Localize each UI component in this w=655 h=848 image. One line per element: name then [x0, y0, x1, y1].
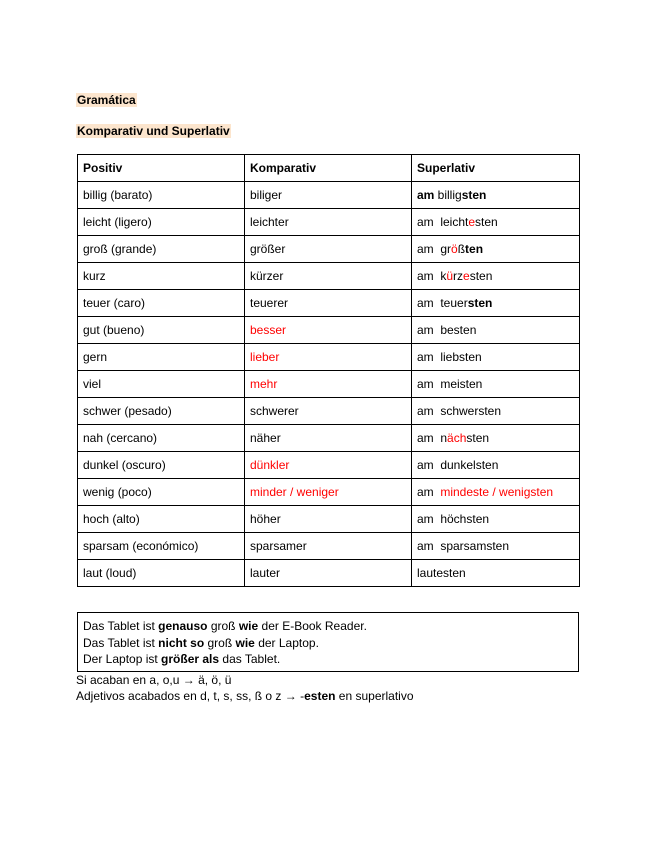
- cell-komparativ: größer: [245, 236, 412, 263]
- table-row: [78, 506, 580, 533]
- superlativ-segment: am besten: [417, 323, 477, 337]
- superlativ-segment: am meisten: [417, 377, 483, 391]
- text-segment: wie: [235, 636, 255, 650]
- cell-superlativ: [412, 182, 580, 209]
- superlativ-segment: am liebsten: [417, 350, 482, 364]
- cell-komparativ: lauter: [245, 560, 412, 587]
- table-row: [78, 209, 580, 236]
- cell-positiv: hoch (alto): [78, 506, 245, 533]
- cell-superlativ: [412, 209, 580, 236]
- cell-positiv: viel: [78, 371, 245, 398]
- superlativ-segment: am: [417, 188, 435, 202]
- text-segment: Der Laptop ist: [83, 652, 162, 666]
- cell-superlativ: [412, 371, 580, 398]
- cell-komparativ: kürzer: [245, 263, 412, 290]
- topic-heading-text: Komparativ und Superlativ: [77, 124, 230, 138]
- cell-komparativ: näher: [245, 425, 412, 452]
- section-heading-text: Gramática: [77, 93, 136, 107]
- cell-superlativ: [412, 236, 580, 263]
- cell-positiv: billig (barato): [78, 182, 245, 209]
- cell-superlativ: [412, 263, 580, 290]
- cell-positiv: groß (grande): [78, 236, 245, 263]
- superlativ-segment: ü: [446, 269, 454, 283]
- cell-positiv: sparsam (económico): [78, 533, 245, 560]
- cell-komparativ: sparsamer: [245, 533, 412, 560]
- text-segment: der Laptop.: [254, 636, 319, 650]
- superlativ-segment: am sparsamsten: [417, 539, 510, 553]
- table-header-row: [78, 155, 580, 182]
- superlativ-segment: am höchsten: [417, 512, 490, 526]
- superlativ-segment: am: [417, 485, 441, 499]
- superlativ-segment: billig: [434, 188, 462, 202]
- example-line-1: [83, 619, 367, 633]
- superlativ-segment: sten: [461, 188, 487, 202]
- example-line-3: [83, 652, 280, 666]
- text-segment: Das Tablet ist: [83, 619, 159, 633]
- text-segment: esten: [304, 689, 336, 703]
- table-row: [78, 560, 580, 587]
- table-row: [78, 317, 580, 344]
- superlativ-segment: sten: [467, 296, 493, 310]
- superlativ-segment: am leicht: [417, 215, 469, 229]
- table-row: [78, 263, 580, 290]
- text-segment: Adjetivos acabados en d, t, s, ss, ß o z → -: [76, 689, 305, 703]
- cell-superlativ: [412, 398, 580, 425]
- superlativ-segment: am teuer: [417, 296, 468, 310]
- cell-superlativ: [412, 344, 580, 371]
- cell-superlativ: [412, 425, 580, 452]
- text-segment: groß: [204, 636, 236, 650]
- cell-positiv: dunkel (oscuro): [78, 452, 245, 479]
- text-segment: nicht so: [158, 636, 205, 650]
- text-segment: Das Tablet ist: [83, 636, 159, 650]
- examples-box: [77, 612, 579, 672]
- superlativ-segment: am gr: [417, 242, 452, 256]
- text-segment: wie: [238, 619, 259, 633]
- cell-positiv: leicht (ligero): [78, 209, 245, 236]
- header-superlativ: Superlativ: [412, 155, 580, 182]
- cell-positiv: wenig (poco): [78, 479, 245, 506]
- cell-komparativ: leichter: [245, 209, 412, 236]
- cell-superlativ: [412, 290, 580, 317]
- table-row: [78, 344, 580, 371]
- text-segment: genauso: [158, 619, 208, 633]
- superlativ-segment: e: [468, 215, 476, 229]
- cell-superlativ: [412, 560, 580, 587]
- header-komparativ: Komparativ: [245, 155, 412, 182]
- cell-komparativ: schwerer: [245, 398, 412, 425]
- cell-komparativ: besser: [245, 317, 412, 344]
- cell-komparativ: mehr: [245, 371, 412, 398]
- superlativ-segment: rz: [453, 269, 464, 283]
- cell-superlativ: [412, 452, 580, 479]
- esten-note: [76, 689, 414, 703]
- cell-positiv: gut (bueno): [78, 317, 245, 344]
- cell-superlativ: [412, 533, 580, 560]
- table-row: [78, 398, 580, 425]
- cell-positiv: teuer (caro): [78, 290, 245, 317]
- text-segment: en superlativo: [335, 689, 414, 703]
- superlativ-segment: mindeste / wenigsten: [440, 485, 554, 499]
- text-segment: größer als: [161, 652, 220, 666]
- text-segment: der E-Book Reader.: [258, 619, 367, 633]
- table-row: [78, 290, 580, 317]
- example-line-2: [83, 636, 319, 650]
- cell-positiv: laut (loud): [78, 560, 245, 587]
- table-row: [78, 371, 580, 398]
- table-body: [78, 182, 580, 587]
- superlativ-segment: lautesten: [417, 566, 466, 580]
- table-row: [78, 452, 580, 479]
- cell-komparativ: dünkler: [245, 452, 412, 479]
- cell-komparativ: lieber: [245, 344, 412, 371]
- text-segment: Si acaban en a, o,u → ä, ö, ü: [76, 673, 232, 687]
- table-row: [78, 533, 580, 560]
- superlativ-segment: am k: [417, 269, 447, 283]
- superlativ-segment: äch: [447, 431, 467, 445]
- header-positiv: Positiv: [78, 155, 245, 182]
- cell-positiv: kurz: [78, 263, 245, 290]
- superlativ-segment: am dunkelsten: [417, 458, 499, 472]
- cell-komparativ: minder / weniger: [245, 479, 412, 506]
- superlativ-segment: e: [463, 269, 470, 283]
- superlativ-segment: sten: [469, 269, 493, 283]
- cell-superlativ: [412, 479, 580, 506]
- superlativ-segment: ß: [457, 242, 466, 256]
- superlativ-segment: ten: [465, 242, 484, 256]
- section-heading: [76, 93, 137, 107]
- cell-positiv: nah (cercano): [78, 425, 245, 452]
- superlativ-segment: sten: [466, 431, 490, 445]
- cell-positiv: schwer (pesado): [78, 398, 245, 425]
- superlativ-segment: am schwersten: [417, 404, 502, 418]
- cell-superlativ: [412, 317, 580, 344]
- table-row: [78, 182, 580, 209]
- cell-superlativ: [412, 506, 580, 533]
- table-row: [78, 425, 580, 452]
- text-segment: groß: [207, 619, 239, 633]
- cell-komparativ: höher: [245, 506, 412, 533]
- comparison-table: [77, 154, 580, 587]
- superlativ-segment: ö: [451, 242, 458, 256]
- text-segment: das Tablet.: [219, 652, 281, 666]
- umlaut-note: [76, 673, 231, 687]
- table-row: [78, 236, 580, 263]
- cell-komparativ: teuerer: [245, 290, 412, 317]
- superlativ-segment: am n: [417, 431, 448, 445]
- superlativ-segment: sten: [475, 215, 498, 229]
- topic-heading: [76, 124, 231, 138]
- cell-komparativ: biliger: [245, 182, 412, 209]
- table-row: [78, 479, 580, 506]
- cell-positiv: gern: [78, 344, 245, 371]
